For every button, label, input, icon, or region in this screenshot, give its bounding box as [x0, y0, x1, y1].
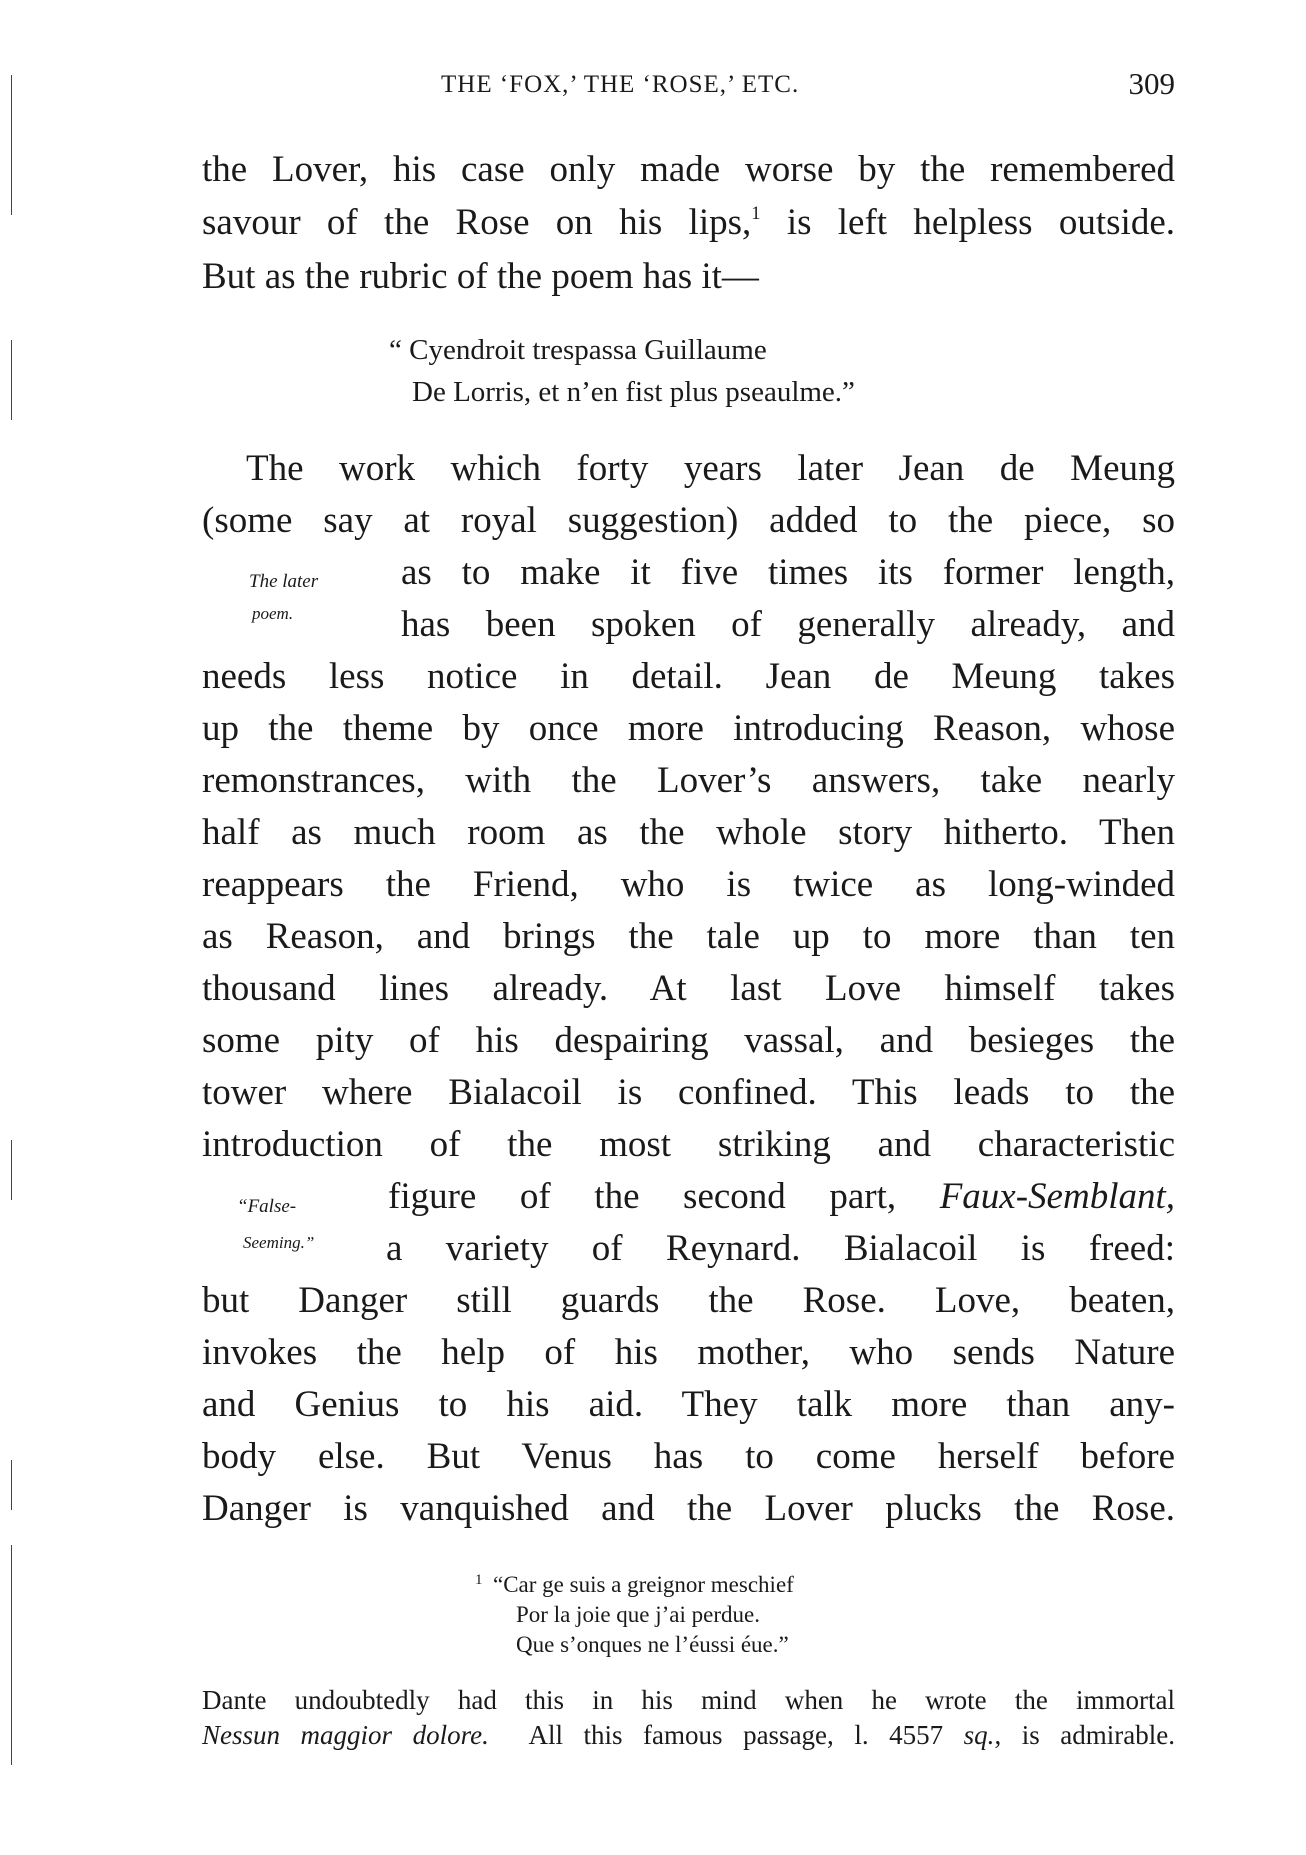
- body-line: some pity of his despairing vassal, and besieges the: [202, 1020, 1175, 1061]
- italic-quote: Nessun maggior dolore.: [202, 1720, 489, 1750]
- margin-note: “False-: [237, 1196, 297, 1217]
- footnote-marker: 1: [475, 1572, 483, 1588]
- body-line: body else. But Venus has to come herself before: [202, 1436, 1175, 1477]
- scan-edge-line: [11, 1545, 12, 1765]
- scan-edge-line: [11, 1460, 12, 1510]
- body-line: the Lover, his case only made worse by the remembered: [202, 149, 1175, 190]
- body-line: and Genius to his aid. They talk more than any-: [202, 1384, 1175, 1425]
- footnote-ref: 1: [751, 204, 761, 225]
- body-line: half as much room as the whole story hitherto. Then: [202, 812, 1175, 853]
- scan-edge-line: [11, 340, 12, 420]
- margin-note: poem.: [252, 604, 294, 623]
- scan-edge-line: [11, 1140, 12, 1200]
- body-line: introduction of the most striking and characteristic: [202, 1124, 1175, 1165]
- text: All this famous passage, l. 4557: [488, 1720, 964, 1750]
- body-line: Danger is vanquished and the Lover plucks the Rose.: [202, 1488, 1175, 1529]
- text: figure of the second part,: [388, 1176, 940, 1217]
- body-line: But as the rubric of the poem has it—: [202, 256, 759, 297]
- body-line: invokes the help of his mother, who sends Nature: [202, 1332, 1175, 1373]
- footnote-verse: “Car ge suis a greignor meschief: [493, 1572, 794, 1597]
- footnote-verse: Que s’onques ne l’éussi éue.”: [516, 1632, 789, 1657]
- body-line: but Danger still guards the Rose. Love, beaten,: [202, 1280, 1175, 1321]
- running-title: THE ‘FOX,’ THE ‘ROSE,’ ETC.: [441, 71, 800, 98]
- body-line: remonstrances, with the Lover’s answers, take nearly: [202, 760, 1175, 801]
- text: is left helpless outside.: [760, 202, 1175, 243]
- margin-note: The later: [249, 571, 319, 592]
- italic-term: Faux-Semblant,: [939, 1176, 1175, 1217]
- body-line: has been spoken of generally already, and: [401, 604, 1175, 645]
- footnote-text: [202, 1718, 1175, 1752]
- body-line: [202, 197, 1175, 249]
- margin-note: Seeming.”: [243, 1233, 315, 1252]
- verse-line: “ Cyendroit trespassa Guillaume: [389, 334, 767, 366]
- body-line: as to make it five times its former length,: [401, 552, 1175, 593]
- body-line: needs less notice in detail. Jean de Meung takes: [202, 656, 1175, 697]
- scan-edge-line: [11, 75, 12, 215]
- footnote-text: Dante undoubtedly had this in his mind when he wrote the immortal: [202, 1685, 1175, 1715]
- body-line: [388, 1171, 1175, 1223]
- body-line: as Reason, and brings the tale up to more than ten: [202, 916, 1175, 957]
- italic-abbrev: sq.: [963, 1720, 995, 1750]
- body-line: up the theme by once more introducing Reason, whose: [202, 708, 1175, 749]
- body-line: (some say at royal suggestion) added to the piece, so: [202, 500, 1175, 541]
- verse-line: De Lorris, et n’en fist plus pseaulme.”: [412, 376, 855, 408]
- body-line: a variety of Reynard. Bialacoil is freed:: [386, 1228, 1175, 1269]
- body-line: reappears the Friend, who is twice as long-winded: [202, 864, 1175, 905]
- page-number: 309: [1128, 66, 1175, 101]
- body-line: thousand lines already. At last Love himself takes: [202, 968, 1175, 1009]
- body-line: The work which forty years later Jean de Meung: [246, 448, 1175, 489]
- text: savour of the Rose on his lips,: [202, 202, 752, 243]
- text: , is admirable.: [994, 1720, 1175, 1750]
- footnote-verse: Por la joie que j’ai perdue.: [516, 1602, 760, 1627]
- body-line: tower where Bialacoil is confined. This leads to the: [202, 1072, 1175, 1113]
